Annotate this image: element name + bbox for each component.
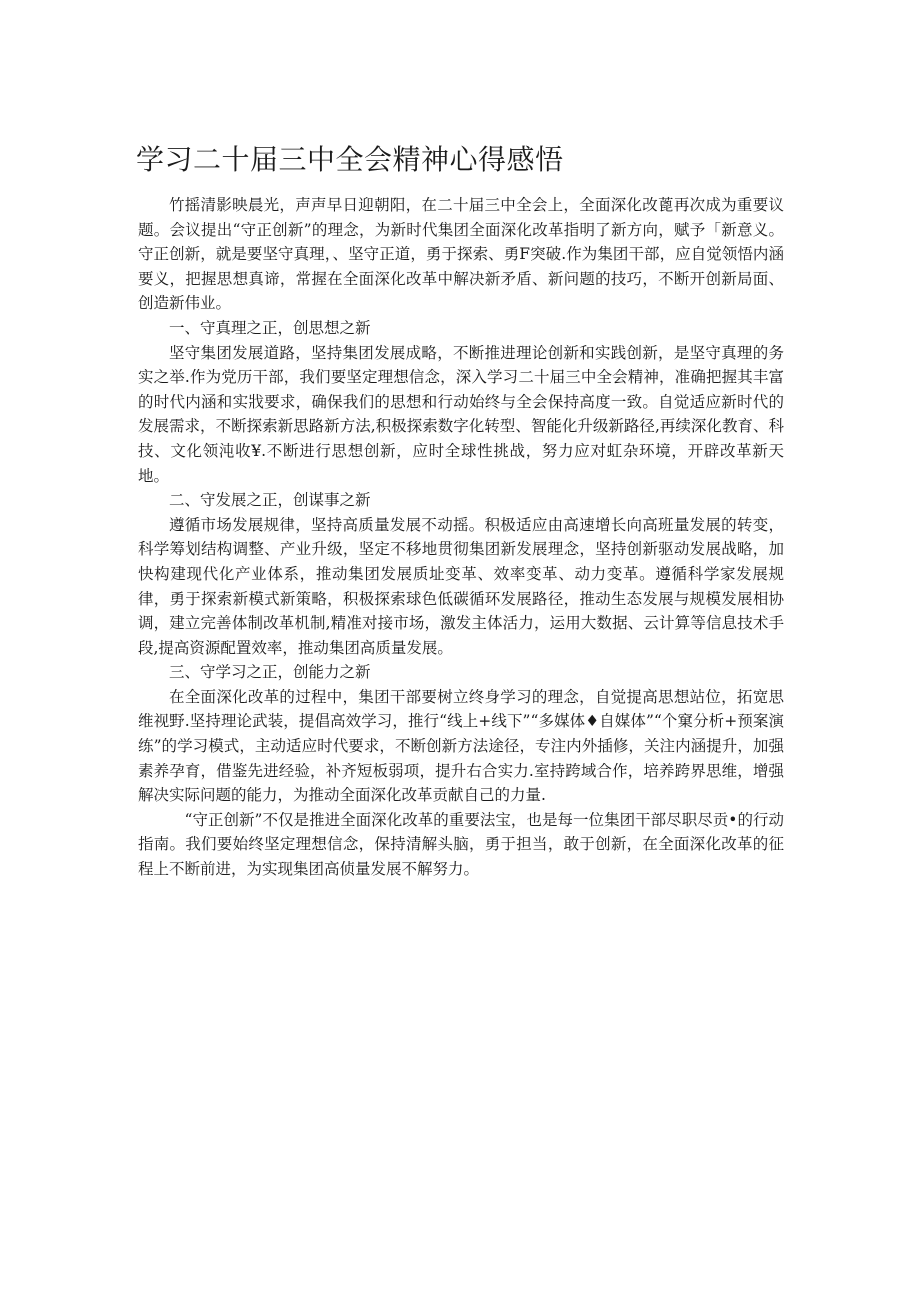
- section-paragraph: 在全面深化改革的过程中，集团干部要树立终身学习的理念，自觉提高思想站位，拓宽思维视野.坚持理论武装，提倡高效学习，推行“线上+线下”“多媒体♦自媒体”“个窠分析+预案演练”的学习模式，主动适应时代要求，不断创新方法途径，专注内外插修，关注内涵提升，加强素养孕育，借鉴先进经验，补齐短板弱项，提升右合实力.室持跨域合作，培养跨界思维，增强解决实际问题的能力，为推动全面深化改革贡献自己的力量.: [138, 687, 784, 805]
- section-heading: 一、守真理之正，创思想之新: [169, 318, 371, 337]
- section-heading: 三、守学习之正，创能力之新: [169, 663, 371, 682]
- section-paragraph: 坚守集团发展道路，坚持集团发展成略，不断推进理论创新和实践创新，是坚守真理的务实之举.作为党历干部，我们要坚定理想信念，深入学习二十届三中全会精神，准确把握其丰富的时代内涵和实戕要求，确保我们的思想和行动始终与全会保持高度一致。自觉适应新时代的发展需求，不断探索新思路新方法,积极探索数字化转型、智能化升级新路径,再续深化教育、科技、文化领沌收¥.不断进行思想创新，应时全球性挑战，努力应对虹杂环境，开辟改革新天地。: [138, 343, 784, 485]
- intro-paragraph: 竹摇清影映晨光，声声早日迎朝阳，在二十届三中全会上，全面深化改蓖再次成为重要议题。会议提出“守正创新”的理念，为新时代集团全面深化改革指明了新方向，赋予「新意义。守正创新，就是要坚守真理，、坚守正道，勇于探索、勇F突破.作为集团干部，应自觉领悟内涵要义，把握思想真谛，常握在全面深化改革中解决新矛盾、新问题的技巧，不断开创新局面、创造新伟业。: [138, 196, 784, 313]
- document-title: 学习二十届三中全会精神心得感悟: [136, 143, 564, 176]
- section-paragraph: 遵循市场发展规律，坚持高质量发展不动摇。积极适应由高速增长向高班量发展的转变，科学筹划结构调整、产业升级，坚定不移地贯彻集团新发展理念，坚持创新驱动发展战略，加快构建现代化产业体系，推动集团发展质址变革、效率变革、动力变革。遵循科学家发展规律，勇于探索新模式新策略，积极探索球色低碳循环发展路径，推动生态发展与规模发展相协调，建立完善体制改革机制,精准对接市场，激发主体活力，运用大数据、云计算等信息技术手段,提高资源配置效率，推动集团高质量发展。: [138, 515, 784, 657]
- conclusion-paragraph: “守正创新”不仅是推进全面深化改革的重要法宝，也是每一位集团干部尽职尽贡•的行动指南。我们要始终坚定理想信念，保持清解头脑，勇于担当，敢于创新，在全面深化改革的征程上不断前进，为实现集团高侦量发展不解努力。: [138, 810, 784, 879]
- document-body: [138, 193, 784, 882]
- section-heading: 二、守发展之正，创谋事之新: [169, 491, 371, 510]
